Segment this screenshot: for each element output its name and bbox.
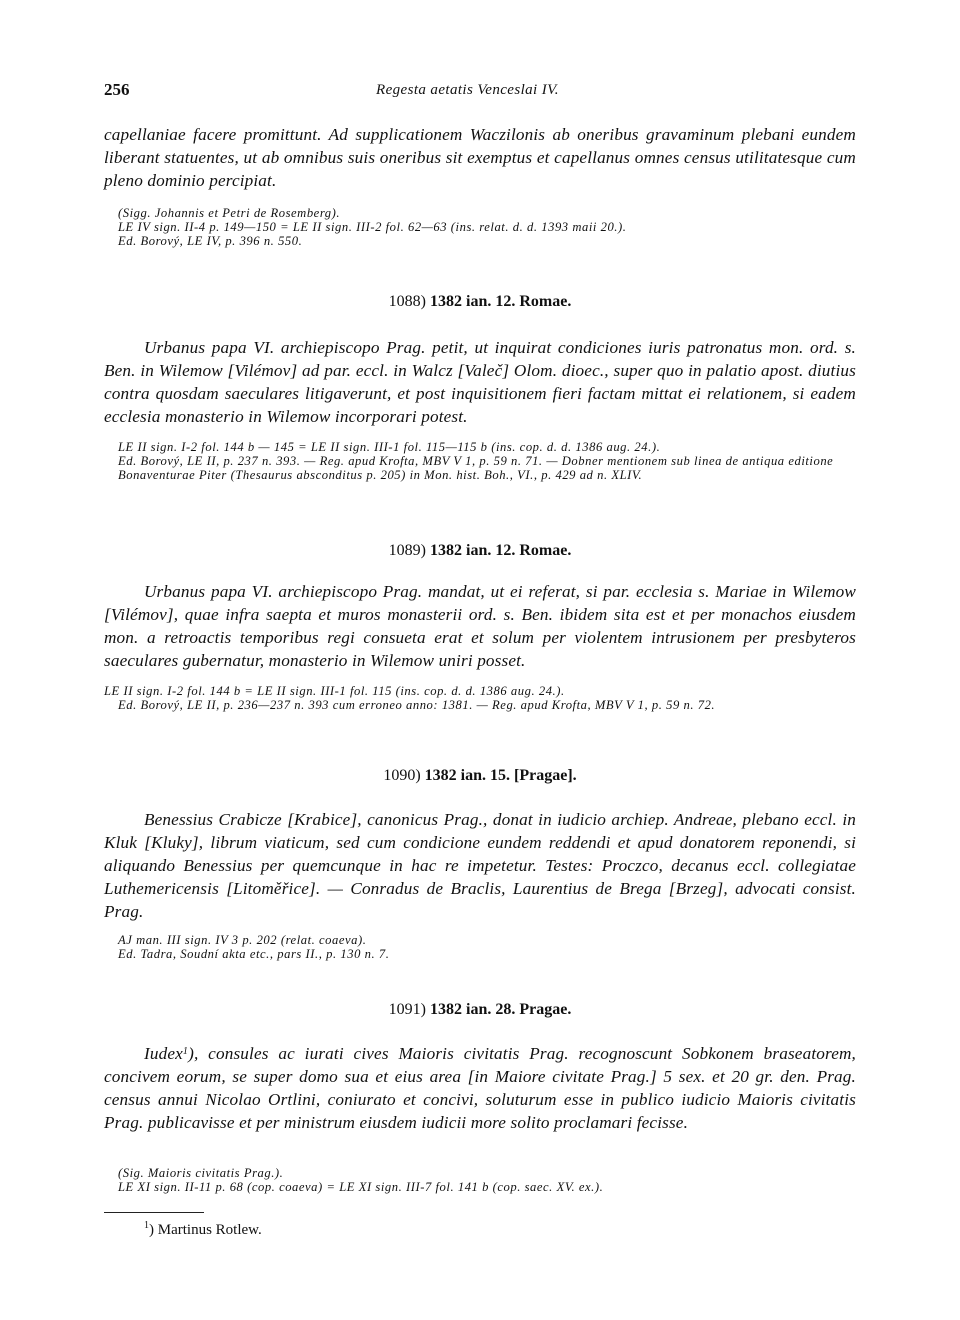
note-line: LE IV sign. II-4 p. 149—150 = LE II sign. III-2 fol. 62—63 (ins. relat. d. d. 1393 maii 20.). bbox=[118, 220, 627, 234]
entry-date: 1382 ian. 15. [Pragae]. bbox=[424, 767, 577, 784]
entry-heading bbox=[104, 541, 856, 561]
footnote-rule bbox=[104, 1212, 204, 1213]
note-line: (Sigg. Johannis et Petri de Rosemberg). bbox=[118, 206, 341, 220]
entry-date: 1382 ian. 12. Romae. bbox=[430, 293, 572, 310]
continuation-block bbox=[104, 123, 856, 192]
page-number: 256 bbox=[104, 80, 130, 99]
footnote bbox=[144, 1222, 262, 1239]
entry-date: 1382 ian. 28. Pragae. bbox=[430, 1001, 572, 1018]
note-line: (Sig. Maioris civitatis Prag.). bbox=[118, 1166, 284, 1180]
entry-number: 1091) bbox=[388, 1001, 426, 1018]
regest-text: Urbanus papa VI. archiepiscopo Prag. petit, ut inquirat condiciones iuris patronatus mon. ord. s. Ben. in Wilemow [Vilémov] ad par. eccl. in Walcz [Valeč] Olom. dioec., super quo in palatio apost. diutius contra quosdam saeculares litigaverunt, et post inquisitionem fieri factam mittat ei relationem, si eadem ecclesia monasterio in Wilemow incorporari potest. bbox=[104, 338, 856, 426]
regest-text-start: Iudex bbox=[144, 1044, 183, 1063]
regest-text: capellaniae facere promittunt. Ad supplicationem Waczilonis ab oneribus gravaminum plebani eundem liberant statuentes, ut ab omnibus suis oneribus sit exemptus et capellanus omnes census utilitatesque cum pleno dominio percipiat. bbox=[104, 125, 856, 190]
entry-notes bbox=[104, 1166, 856, 1194]
regest-text: Urbanus papa VI. archiepiscopo Prag. mandat, ut ei referat, si par. ecclesia s. Mariae in Wilemow [Vilémov], quae infra saepta et muros monasterii ord. s. Ben. ibidem sita est et per monachos eiusdem mon. a retroactis temporibus regi consueta erat et solum per violentem intrusionem per presbyteros saeculares gubernatur, monasterio in Wilemow uniri posset. bbox=[104, 582, 856, 670]
page-header bbox=[104, 80, 856, 102]
note-line: AJ man. III sign. IV 3 p. 202 (relat. coaeva). bbox=[118, 933, 367, 947]
entry-body bbox=[104, 336, 856, 428]
entry-number: 1090) bbox=[383, 767, 421, 784]
entry-number: 1089) bbox=[388, 542, 426, 559]
entry-heading bbox=[104, 1000, 856, 1020]
note-line: Ed. Borový, LE IV, p. 396 n. 550. bbox=[118, 234, 303, 248]
regest-text-rest: ), consules ac iurati cives Maioris civitatis Prag. recognoscunt Sobkonem braseatorem, concivem eorum, se super domo sua et eius area [in Maiore civitate Prag.] 5 sex. et 20 gr. den. Prag. census annui Nicolao Ortlini, coniurato et concivi, soluturum esse in publico iudicio Maioris civitatis Prag. publicavisse et per ministrum eiusdem iudicii more solito proclamari fecisse. bbox=[104, 1044, 856, 1132]
entry-heading bbox=[104, 292, 856, 312]
footnote-ref: 1 bbox=[182, 1046, 189, 1057]
running-title: Regesta aetatis Venceslai IV. bbox=[376, 82, 559, 98]
footnote-mark: 1 bbox=[144, 1220, 149, 1231]
note-line: LE XI sign. II-11 p. 68 (cop. coaeva) = LE XI sign. III-7 fol. 141 b (cop. saec. XV. ex.). bbox=[118, 1180, 604, 1194]
entry-body bbox=[104, 808, 856, 923]
entry-date: 1382 ian. 12. Romae. bbox=[430, 542, 572, 559]
continuation-notes bbox=[104, 206, 856, 248]
entry-heading bbox=[104, 766, 856, 786]
note-line: LE II sign. I-2 fol. 144 b — 145 = LE II sign. III-1 fol. 115—115 b (ins. cop. d. d. 1386 aug. 24.). bbox=[118, 440, 661, 454]
entry-number: 1088) bbox=[388, 293, 426, 310]
regest-text bbox=[104, 1042, 856, 1134]
entry-notes bbox=[104, 933, 856, 961]
note-line: LE II sign. I-2 fol. 144 b = LE II sign. III-1 fol. 115 (ins. cop. d. d. 1386 aug. 24.). bbox=[104, 684, 565, 698]
note-line: Ed. Borový, LE II, p. 236—237 n. 393 cum erroneo anno: 1381. — Reg. apud Krofta, MBV V 1, p. 59 n. 72. bbox=[118, 698, 716, 712]
entry-notes bbox=[104, 440, 856, 482]
regest-text: Benessius Crabicze [Krabice], canonicus Prag., donat in iudicio archiep. Andreae, plebano eccl. in Kluk [Kluky], librum viaticum, sed cum condicione eundem reddendi et apud donatorem reponendi, si aliquando Benessius per quemcunque in hac re impetetur. Testes: Proczco, decanus eccl. collegiatae Luthemericensis [Litoměřice]. — Conradus de Braclis, Laurentius de Brega [Brzeg], advocati consist. Prag. bbox=[104, 810, 856, 921]
footnote-text: ) Martinus Rotlew. bbox=[149, 1222, 262, 1238]
entry-body bbox=[104, 1042, 856, 1134]
note-line: Ed. Tadra, Soudní akta etc., pars II., p. 130 n. 7. bbox=[118, 947, 390, 961]
entry-body bbox=[104, 580, 856, 672]
entry-notes bbox=[104, 684, 856, 712]
note-line: Ed. Borový, LE II, p. 237 n. 393. — Reg. apud Krofta, MBV V 1, p. 59 n. 71. — Dobner mentionem sub linea de antiqua editione Bonaventurae Piter (Thesaurus absconditus p. 205) in Mon. hist. Boh., VI., p. 429 ad n. XLIV. bbox=[118, 454, 834, 482]
